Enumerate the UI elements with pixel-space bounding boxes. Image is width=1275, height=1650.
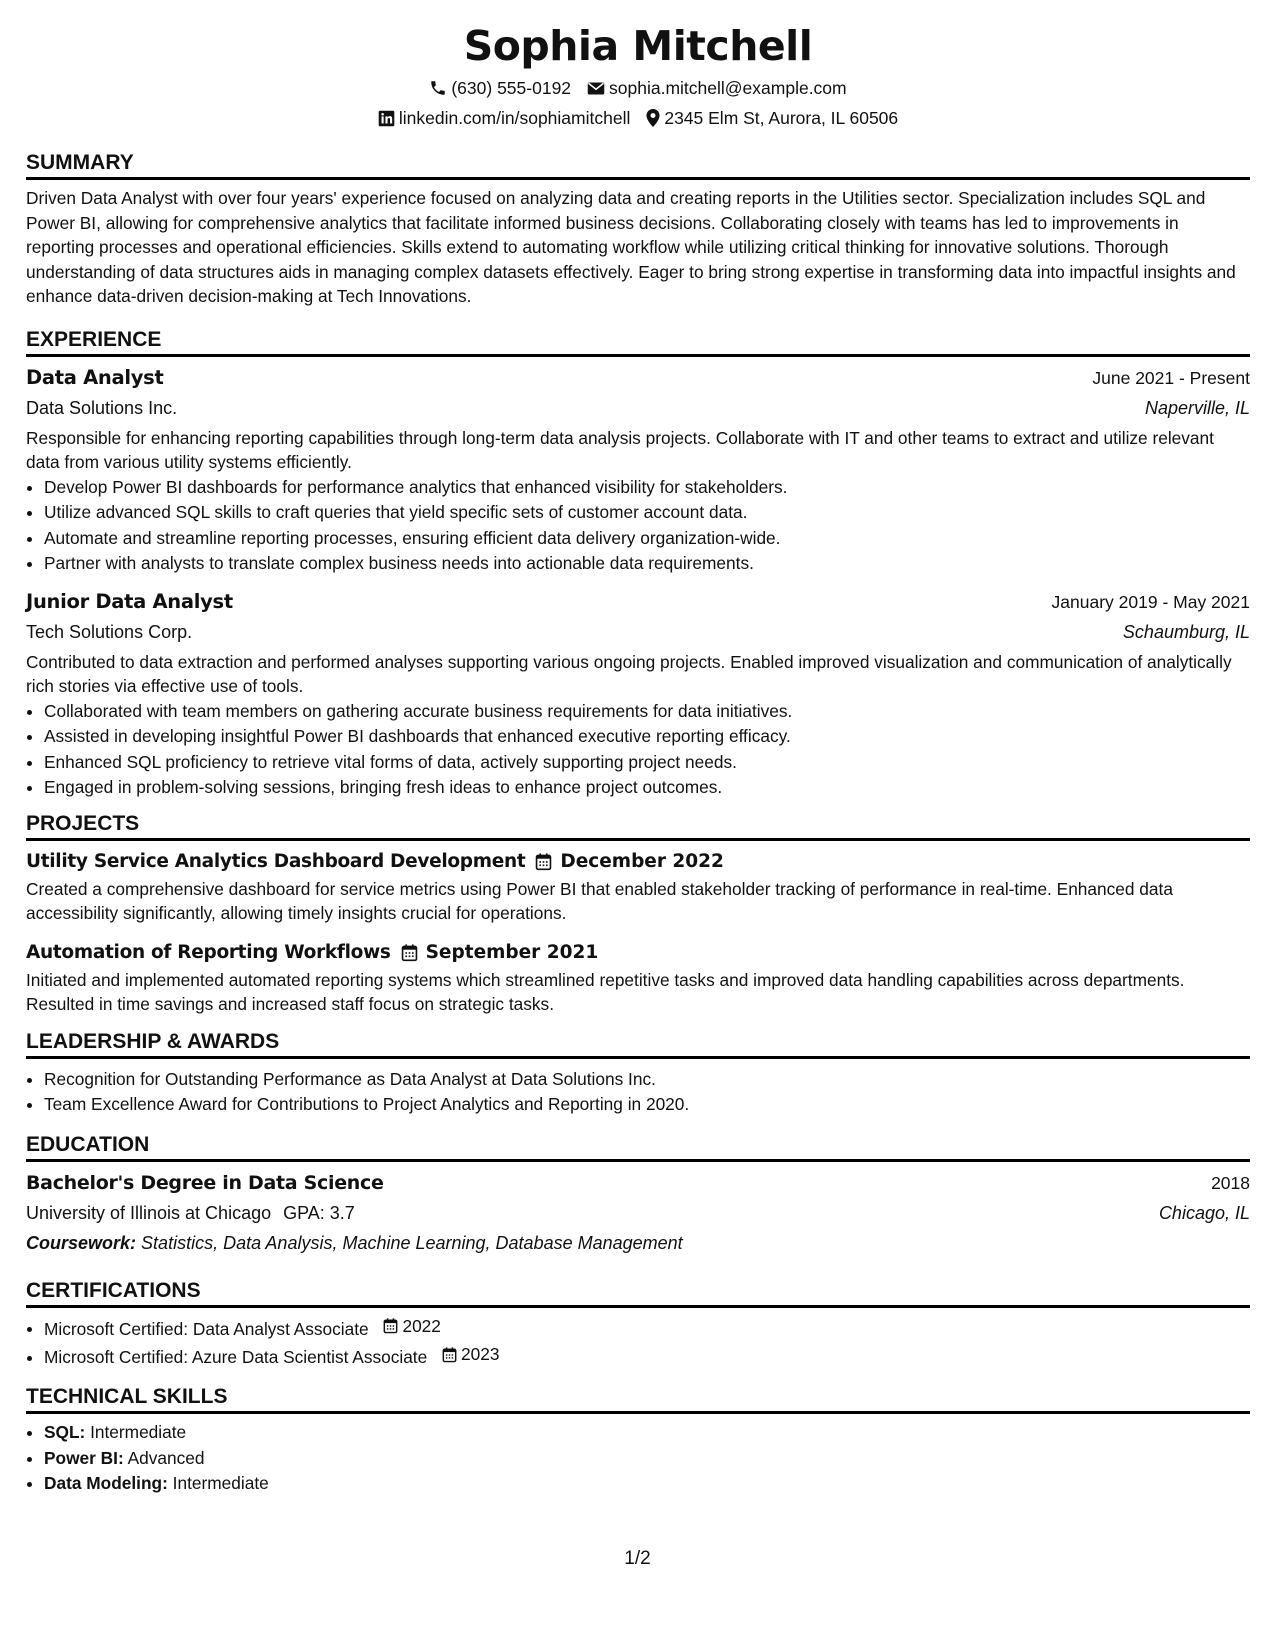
project-entry: [26, 847, 1250, 926]
project-title: Automation of Reporting Workflows: [26, 941, 391, 963]
address-text: 2345 Elm St, Aurora, IL 60506: [664, 108, 899, 128]
project-date: [535, 847, 724, 877]
certification-name: Microsoft Certified: Data Analyst Associate: [44, 1318, 369, 1339]
project-title: Utility Service Analytics Dashboard Development: [26, 850, 526, 872]
skills-section: [26, 1384, 1250, 1497]
project-date: [401, 938, 599, 968]
summary-section: [26, 150, 1250, 309]
certifications-list: [26, 1314, 1250, 1371]
skill-level: Advanced: [127, 1447, 205, 1468]
contact-line-2: [26, 108, 1250, 128]
email-contact[interactable]: [587, 78, 847, 98]
graduation-year: 2018: [1211, 1172, 1250, 1193]
linkedin-contact[interactable]: [378, 108, 631, 128]
job-company: Data Solutions Inc.: [26, 397, 178, 418]
phone-icon: [429, 79, 447, 97]
project-description: Initiated and implemented automated reporting systems which streamlined repetitive tasks and improved data handling capabilities across departments. Resulted in time savings and increased staff focus on strategic tasks.: [26, 969, 1185, 1014]
project-date-text: December 2022: [560, 850, 724, 872]
list-item: • Enhanced SQL proficiency to retrieve vital forms of data, actively supporting project needs.: [44, 750, 1250, 776]
contact-line-1: [26, 78, 1250, 98]
gpa: GPA: 3.7: [283, 1202, 355, 1223]
map-pin-icon: [646, 109, 660, 127]
school-location: Chicago, IL: [1158, 1202, 1250, 1223]
skill-name: SQL:: [44, 1422, 86, 1442]
certification-name: Microsoft Certified: Azure Data Scientist Associate: [44, 1346, 428, 1367]
resume-header: [26, 20, 1250, 128]
skills-list: [26, 1420, 1250, 1497]
address-contact: [646, 108, 898, 128]
list-item: [44, 1342, 1250, 1370]
experience-section: [26, 327, 1250, 801]
section-title: SUMMARY: [26, 150, 1250, 180]
calendar-icon: [383, 1318, 398, 1334]
section-title: PROJECTS: [26, 811, 1250, 841]
summary-text: Driven Data Analyst with over four years' experience focused on analyzing data and creating reports in the Utilities sector. Specialization includes SQL and Power BI, allowing for comprehensive analytics that facilitate informed business decisions. Collaborating closely with teams has led to improvements in reporting processes and operational efficiencies. Skills extend to automating workflow while utilizing critical thinking for innovative solutions. Thorough understanding of data structures aids in managing complex datasets effectively. Eager to bring strong expertise in transforming data into impactful insights and enhance data-driven decision-making at Tech Innovations.: [26, 188, 1236, 306]
certification-date: [383, 1314, 440, 1340]
list-item: • Utilize advanced SQL skills to craft queries that yield specific sets of customer account data.: [44, 500, 1250, 526]
list-item: • Assisted in developing insightful Power BI dashboards that enhanced executive reporting efficacy.: [44, 724, 1250, 750]
email-text[interactable]: sophia.mitchell@example.com: [609, 78, 847, 98]
list-item: • Collaborated with team members on gathering accurate business requirements for data initiatives.: [44, 699, 1250, 725]
section-title: LEADERSHIP & AWARDS: [26, 1029, 1250, 1059]
degree-title: Bachelor's Degree in Data Science: [26, 1171, 384, 1194]
job-entry: [26, 587, 1250, 801]
list-item: • Engaged in problem-solving sessions, bringing fresh ideas to enhance project outcomes.: [44, 775, 1250, 801]
list-item: • Partner with analysts to translate complex business needs into actionable data requirements.: [44, 551, 1250, 577]
skill-level: Intermediate: [90, 1422, 187, 1442]
phone-text: (630) 555-0192: [451, 78, 572, 98]
list-item: • Develop Power BI dashboards for performance analytics that enhanced visibility for stakeholders.: [44, 475, 1250, 501]
phone-contact: [429, 78, 571, 98]
section-title: CERTIFICATIONS: [26, 1278, 1250, 1308]
list-item: [44, 1471, 1250, 1497]
job-bullets: [26, 699, 1250, 801]
page-number: 1/2: [624, 1548, 651, 1569]
skill-level: Intermediate: [172, 1473, 269, 1493]
certification-year: 2023: [461, 1343, 500, 1364]
job-role: Junior Data Analyst: [26, 589, 233, 613]
list-item: [44, 1446, 1250, 1472]
calendar-icon: [535, 853, 552, 871]
list-item: • Team Excellence Award for Contributions to Project Analytics and Reporting in 2020.: [44, 1092, 1250, 1118]
project-date-text: September 2021: [425, 941, 599, 963]
coursework-text: Statistics, Data Analysis, Machine Learning, Database Management: [141, 1232, 683, 1253]
projects-section: [26, 811, 1250, 1017]
certifications-section: [26, 1278, 1250, 1371]
project-description: Created a comprehensive dashboard for service metrics using Power BI that enabled stakeholder tracking of performance in real-time. Enhanced data accessibility significantly, allowing timely insights crucial for operations.: [26, 878, 1173, 923]
section-title: EXPERIENCE: [26, 327, 1250, 357]
candidate-name: Sophia Mitchell: [463, 22, 813, 70]
resume-page: [26, 20, 1250, 1497]
job-dates: June 2021 - Present: [1092, 367, 1250, 388]
certification-date: [442, 1342, 499, 1368]
leadership-section: [26, 1029, 1250, 1118]
section-title: EDUCATION: [26, 1132, 1250, 1162]
job-location: Naperville, IL: [1144, 397, 1250, 418]
skill-name: Data Modeling:: [44, 1473, 168, 1493]
linkedin-icon: [378, 110, 395, 127]
job-description: Contributed to data extraction and performed analyses supporting various ongoing projects. Enabled improved visualization and communication of analytically rich stories via effective use of tools.: [26, 651, 1232, 696]
job-entry: [26, 363, 1250, 577]
job-location: Schaumburg, IL: [1122, 621, 1250, 642]
job-bullets: [26, 475, 1250, 577]
calendar-icon: [442, 1347, 457, 1363]
list-item: [44, 1314, 1250, 1342]
list-item: [44, 1420, 1250, 1446]
certification-year: 2022: [402, 1315, 441, 1336]
coursework-label: Coursework:: [26, 1232, 137, 1253]
job-role: Data Analyst: [26, 365, 164, 389]
job-company: Tech Solutions Corp.: [26, 621, 193, 642]
awards-list: [26, 1067, 1250, 1118]
section-title: TECHNICAL SKILLS: [26, 1384, 1250, 1414]
school-name: University of Illinois at Chicago: [26, 1202, 272, 1223]
job-dates: January 2019 - May 2021: [1051, 591, 1250, 612]
list-item: • Recognition for Outstanding Performance as Data Analyst at Data Solutions Inc.: [44, 1067, 1250, 1093]
linkedin-text[interactable]: linkedin.com/in/sophiamitchell: [398, 108, 631, 128]
calendar-icon: [401, 944, 418, 962]
skill-name: Power BI:: [44, 1447, 124, 1468]
project-entry: [26, 938, 1250, 1017]
school-line: [26, 1198, 355, 1228]
job-description: Responsible for enhancing reporting capabilities through long-term data analysis projects. Collaborate with IT and other teams to extract and utilize relevant data from various utility systems efficiently.: [26, 427, 1214, 472]
list-item: • Automate and streamline reporting processes, ensuring efficient data delivery organization-wide.: [44, 526, 1250, 552]
envelope-icon: [587, 81, 605, 96]
coursework: [26, 1228, 1250, 1258]
education-section: [26, 1132, 1250, 1258]
